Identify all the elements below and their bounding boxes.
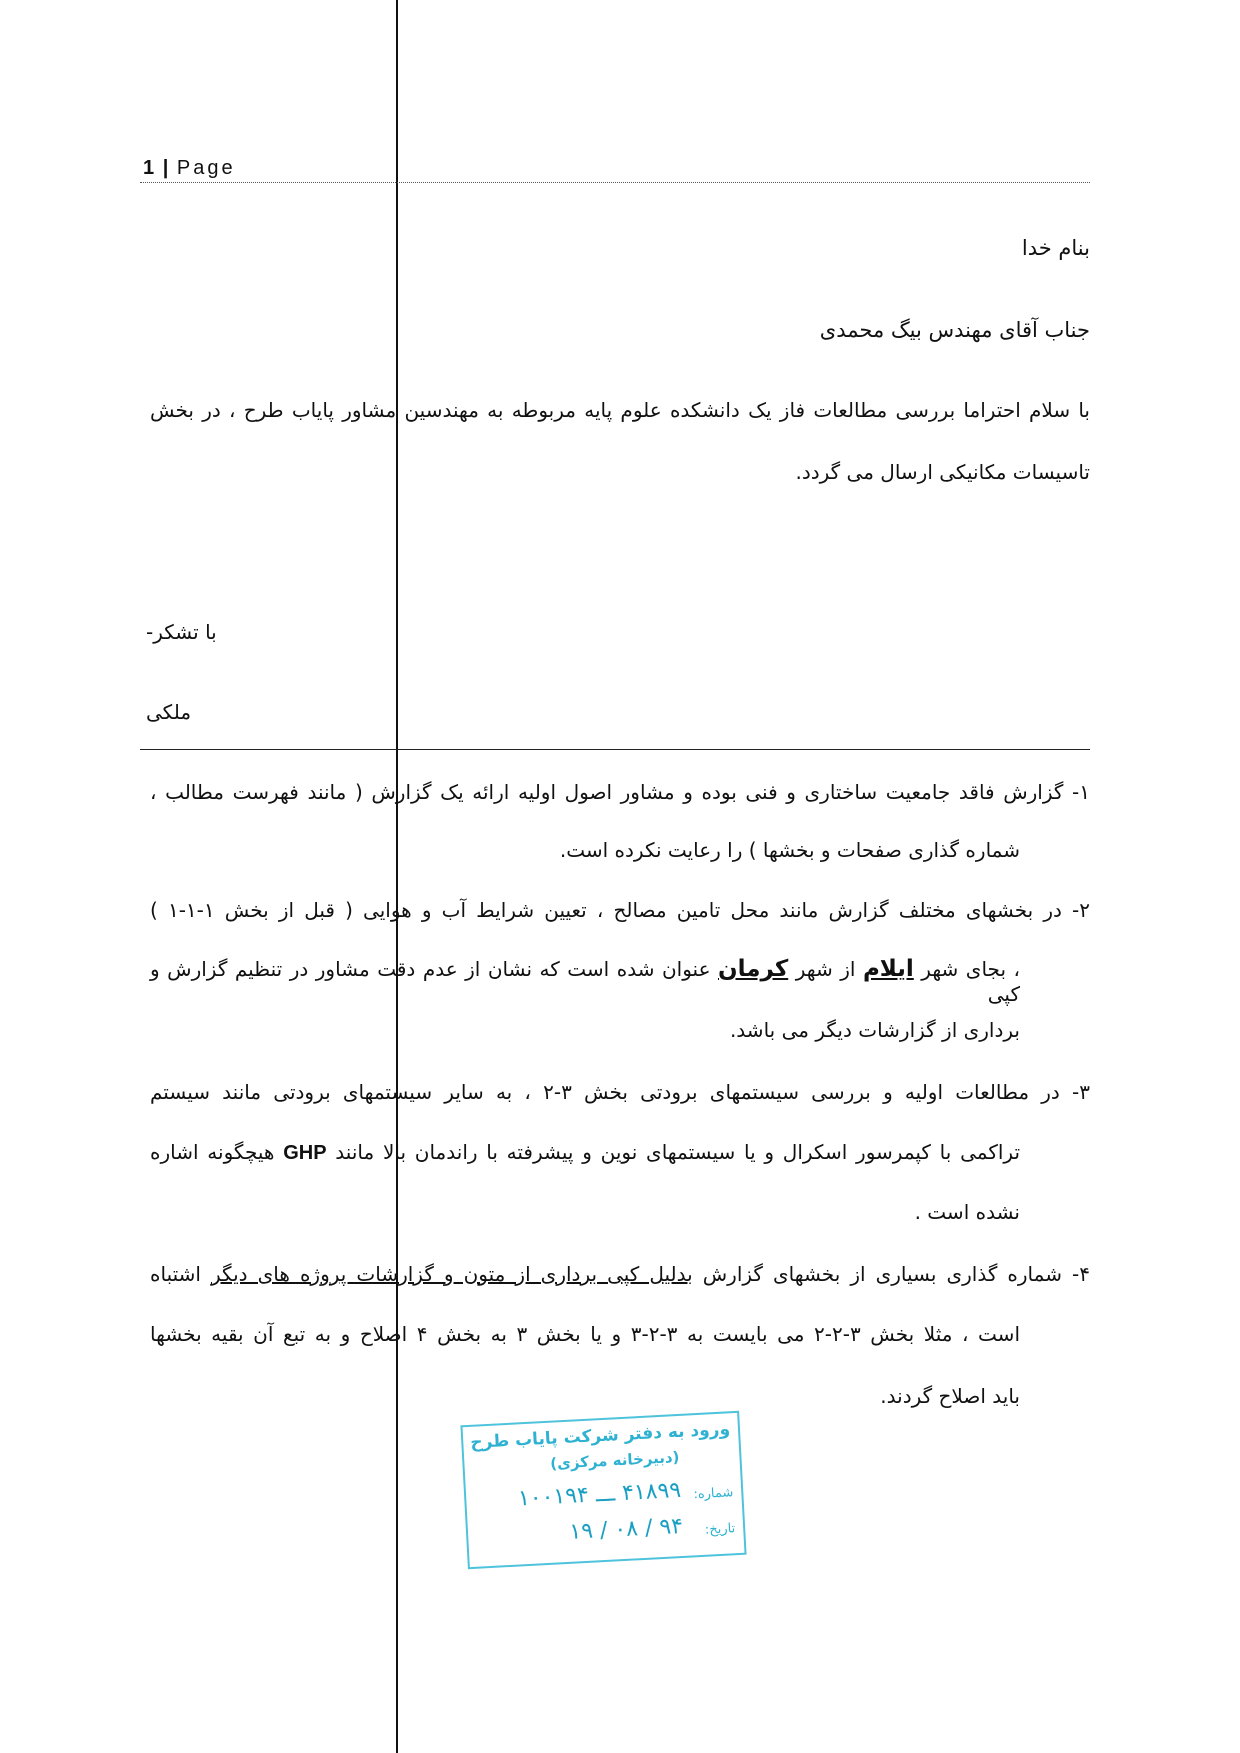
stamp-date-value: ۹۴ / ۰۸ / ۱۹ xyxy=(568,1513,684,1545)
city-kerman: کرمان xyxy=(718,956,789,982)
stamp-number-label: شماره: xyxy=(693,1485,734,1503)
stamp-date-label: تاریخ: xyxy=(704,1521,736,1538)
item-3-line-2 xyxy=(150,1140,1020,1165)
item-1-line-1: ۱- گزارش فاقد جامعیت ساختاری و فنی بوده و مشاور اصول اولیه ارائه یک گزارش ( مانند فهرست مطالب ، xyxy=(150,780,1090,804)
signature-rule xyxy=(140,749,1090,750)
item-4-line-1 xyxy=(150,1262,1090,1286)
item-1-line-2: شماره گذاری صفحات و بخشها ) را رعایت نکرده است. xyxy=(559,838,1020,862)
item-4-line-1-post: اشتباه xyxy=(150,1262,212,1286)
stamp-title: ورود به دفتر شرکت پایاب طرح xyxy=(469,1419,731,1453)
item-3-line-1: ۳- در مطالعات اولیه و بررسی سیستمهای برودتی بخش ۳-۲ ، به سایر سیستمهای برودتی مانند سیستم xyxy=(150,1080,1091,1104)
city-ilam: ایلام xyxy=(862,956,914,982)
item-2-line-2-post: عنوان شده است که نشان از عدم دقت مشاور در تنظیم گزارش و کپی xyxy=(150,957,1020,1006)
body-line-1: با سلام احتراما بررسی مطالعات فاز یک دانشکده علوم پایه مربوطه به مهندسین مشاور پایاب طرح ، در بخش xyxy=(150,398,1090,422)
page-number: 1 xyxy=(143,157,155,179)
ghp-term: GHP xyxy=(283,1142,327,1164)
closing: با تشکر- xyxy=(146,620,217,644)
item-2-line-3: برداری از گزارشات دیگر می باشد. xyxy=(729,1018,1020,1042)
item-2-line-1: ۲- در بخشهای مختلف گزارش مانند محل تامین مصالح ، تعیین شرایط آب و هوایی ( قبل از بخش ۱-۱-۱ ) xyxy=(150,898,1090,922)
item-3-line-3: نشده است . xyxy=(914,1200,1020,1224)
item-2-line-2-pre: ، بجای شهر xyxy=(913,957,1020,981)
item-4-line-2: است ، مثلا بخش ۳-۲-۲ می بایست به ۳-۲-۳ و یا بخش ۳ به بخش ۴ اصلاح و به تبع آن بقیه بخشها xyxy=(150,1322,1020,1346)
item-3-line-2-post: هیچگونه اشاره xyxy=(150,1140,284,1164)
page-separator: | xyxy=(162,157,169,179)
item-3-line-2-pre: تراکمی با کپمرسور اسکرال و یا سیستمهای نوین و پیشرفته با راندمان بالا مانند xyxy=(326,1140,1021,1164)
item-2-line-2 xyxy=(150,956,1020,1006)
page-word: Page xyxy=(176,157,236,179)
item-2-line-2-mid: از شهر xyxy=(788,957,863,981)
stamp-number-value: ۴۱۸۹۹ ـــ ۱۰۰۱۹۴ xyxy=(517,1477,682,1512)
body-line-2: تاسیسات مکانیکی ارسال می گردد. xyxy=(795,460,1090,484)
invocation: بنام خدا xyxy=(1021,236,1090,260)
signature: ملکی xyxy=(146,700,192,724)
office-stamp xyxy=(460,1411,746,1569)
scan-vertical-line xyxy=(396,0,398,1753)
header-rule xyxy=(140,182,1090,183)
stamp-subtitle: (دبیرخانه مرکزی) xyxy=(549,1447,680,1473)
page-number-header xyxy=(143,157,236,180)
item-4-line-1-pre: ۴- شماره گذاری بسیاری از بخشهای گزارش xyxy=(692,1262,1090,1286)
addressee: جناب آقای مهندس بیگ محمدی xyxy=(819,318,1090,342)
item-4-underlined: بدلیل کپی برداری از متون و گزارشات پروژه های دیگر xyxy=(211,1262,693,1286)
item-4-line-3: باید اصلاح گردند. xyxy=(880,1384,1020,1408)
